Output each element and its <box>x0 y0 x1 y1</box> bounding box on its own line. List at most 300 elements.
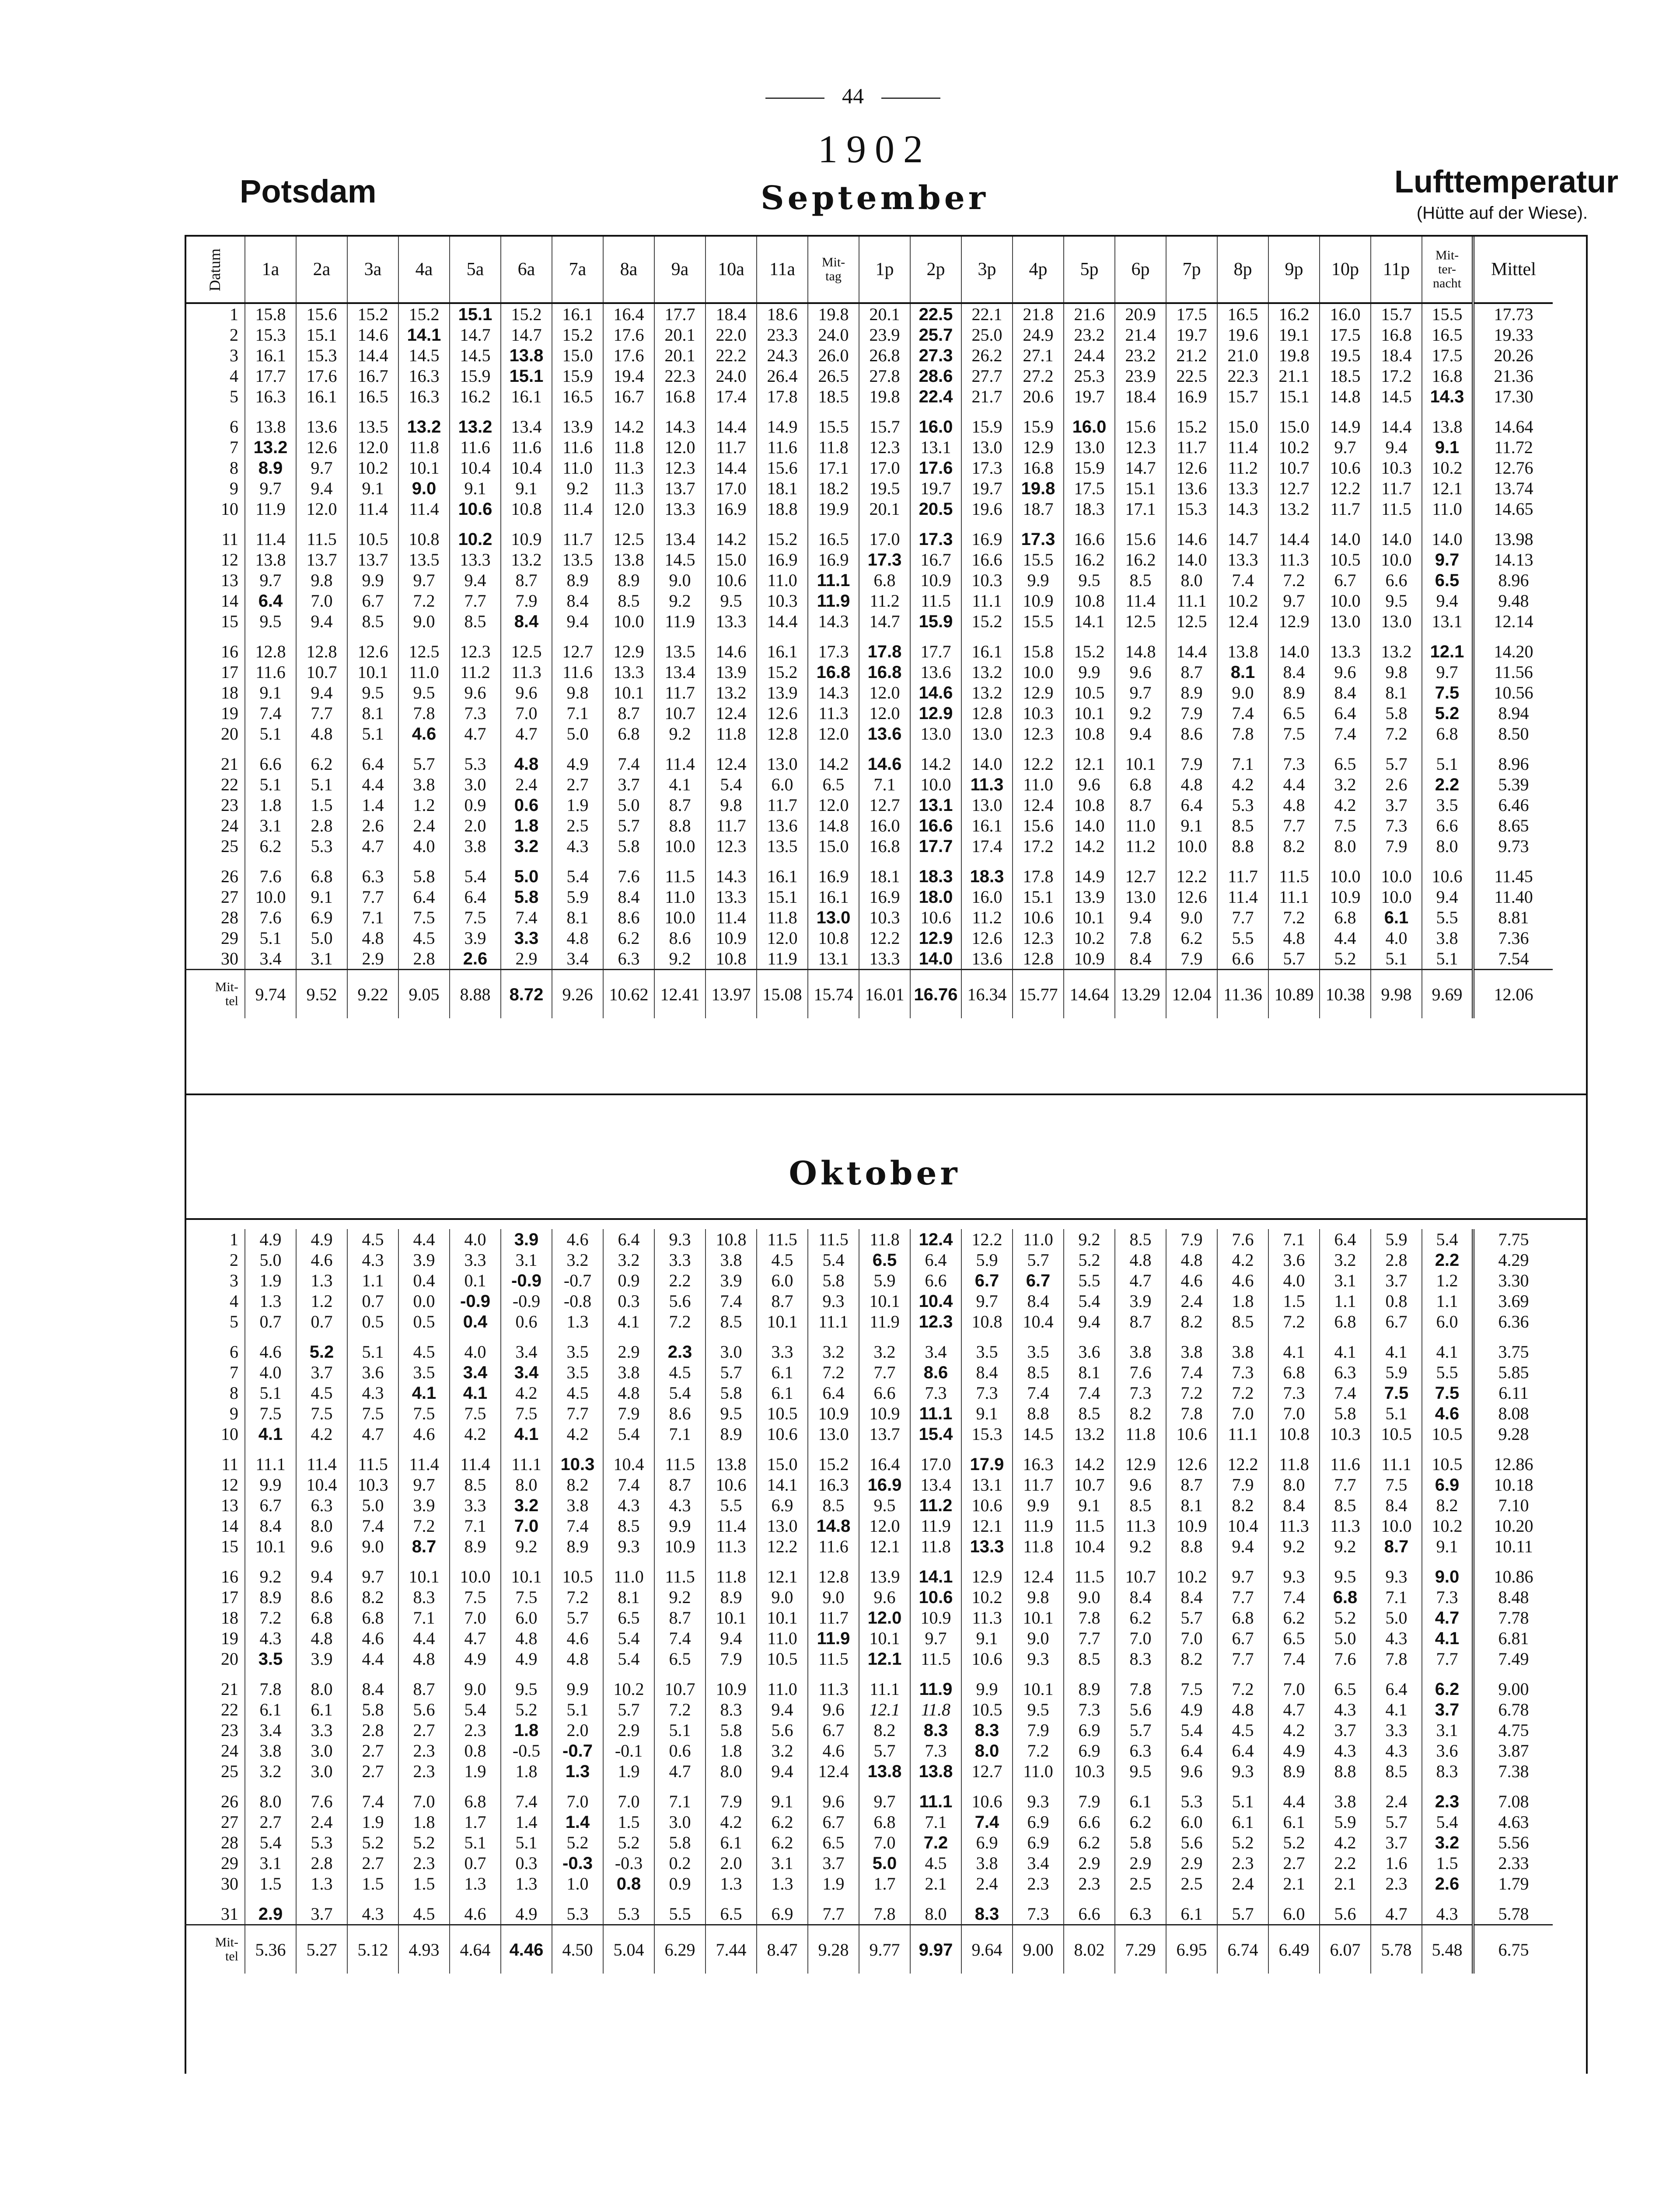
table-row <box>185 590 1553 611</box>
header-hour: 4a <box>398 237 450 303</box>
hourly-value: 1.4 <box>552 1812 603 1832</box>
daily-mean: 14.65 <box>1473 499 1553 519</box>
hourly-value: 4.4 <box>1320 928 1371 948</box>
hourly-value: 10.3 <box>1013 703 1064 723</box>
hourly-value: 1.3 <box>450 1873 501 1894</box>
hourly-value: 0.9 <box>450 795 501 815</box>
header-hour: 8a <box>603 237 654 303</box>
day-number: 16 <box>221 1567 238 1586</box>
hourly-value: 5.9 <box>961 1250 1013 1270</box>
hourly-value: 2.3 <box>398 1761 450 1782</box>
hourly-value: 7.7 <box>450 590 501 611</box>
day-number: 24 <box>221 816 238 835</box>
hourly-value: 8.5 <box>1217 1311 1268 1332</box>
day-number: 2 <box>230 1250 238 1270</box>
hourly-value: 19.8 <box>1268 345 1320 366</box>
hourly-value: 13.2 <box>961 682 1013 703</box>
hourly-value: 3.1 <box>1320 1270 1371 1291</box>
hourly-value: 12.9 <box>910 703 961 723</box>
hourly-value: 6.7 <box>808 1720 859 1740</box>
hourly-value: 9.8 <box>296 570 347 590</box>
daily-mean: 3.30 <box>1473 1270 1553 1291</box>
daily-mean: 10.18 <box>1473 1474 1553 1495</box>
hourly-value: 24.4 <box>1064 345 1115 366</box>
hourly-value: 16.9 <box>1166 386 1217 407</box>
hourly-value: 2.4 <box>501 774 552 795</box>
hourly-value: 6.8 <box>1115 774 1166 795</box>
hourly-value: 1.7 <box>450 1812 501 1832</box>
hourly-value: 3.3 <box>1371 1720 1422 1740</box>
hourly-value: 4.1 <box>398 1383 450 1403</box>
hourly-value: 9.6 <box>1115 1474 1166 1495</box>
hourly-value: 6.4 <box>245 590 296 611</box>
hourly-value: 7.2 <box>245 1607 296 1628</box>
hourly-value: 10.5 <box>757 1403 808 1424</box>
hourly-value: 10.1 <box>1064 907 1115 928</box>
hourly-value: 2.7 <box>347 1853 398 1873</box>
table-row <box>185 458 1553 478</box>
hourly-value: 5.2 <box>1320 948 1371 970</box>
hourly-value: 10.2 <box>1166 1566 1217 1587</box>
hourly-value: 7.1 <box>654 1791 706 1812</box>
table-row <box>185 723 1553 744</box>
hourly-value: 7.4 <box>552 1516 603 1536</box>
hourly-value: 13.2 <box>1268 499 1320 519</box>
hourly-value: 17.0 <box>859 458 910 478</box>
table-row <box>185 1679 1553 1699</box>
hourly-value: 8.4 <box>1320 682 1371 703</box>
hourly-value: 11.9 <box>910 1516 961 1536</box>
hourly-value: 5.7 <box>1166 1607 1217 1628</box>
hourly-value: 11.3 <box>603 458 654 478</box>
hourly-value: 6.3 <box>296 1495 347 1516</box>
hourly-value: 0.7 <box>347 1291 398 1311</box>
hourly-value: 17.0 <box>706 478 757 499</box>
hourly-mean: 9.97 <box>910 1925 961 1974</box>
hourly-value: 14.7 <box>859 611 910 632</box>
daily-mean: 5.56 <box>1473 1832 1553 1853</box>
hourly-value: 9.7 <box>1217 1566 1268 1587</box>
hourly-value: 14.2 <box>706 529 757 549</box>
hourly-value: 6.9 <box>757 1904 808 1925</box>
hourly-value: 7.3 <box>910 1740 961 1761</box>
hourly-value: 10.5 <box>1422 1454 1473 1474</box>
hourly-value: 5.6 <box>1166 1832 1217 1853</box>
hourly-value: 3.6 <box>1422 1740 1473 1761</box>
hourly-value: 16.1 <box>961 815 1013 836</box>
daily-mean: 5.78 <box>1473 1904 1553 1925</box>
hourly-value: 1.2 <box>296 1291 347 1311</box>
hourly-value: 3.5 <box>552 1362 603 1383</box>
hourly-value: 12.8 <box>808 1566 859 1587</box>
hourly-value: 12.4 <box>706 703 757 723</box>
hourly-value: 4.9 <box>245 1229 296 1250</box>
hourly-value: 3.7 <box>1320 1720 1371 1740</box>
hourly-value: 3.9 <box>706 1270 757 1291</box>
hourly-value: 27.3 <box>910 345 961 366</box>
hourly-value: 11.8 <box>859 1229 910 1250</box>
hourly-value: 12.6 <box>1166 458 1217 478</box>
table-row <box>185 754 1553 774</box>
hourly-value: 3.4 <box>501 1342 552 1362</box>
hourly-value: 6.0 <box>757 1270 808 1291</box>
hourly-value: 8.3 <box>961 1904 1013 1925</box>
hourly-value: 7.5 <box>1371 1383 1422 1403</box>
hourly-value: 7.7 <box>1217 1587 1268 1607</box>
hourly-value: 5.3 <box>603 1904 654 1925</box>
hourly-value: 3.1 <box>1422 1720 1473 1740</box>
hourly-value: 8.3 <box>1422 1761 1473 1782</box>
hourly-value: 11.7 <box>654 682 706 703</box>
hourly-value: 2.4 <box>1166 1291 1217 1311</box>
hourly-value: 10.9 <box>808 1403 859 1424</box>
daily-mean: 10.20 <box>1473 1516 1553 1536</box>
hourly-value: 5.4 <box>603 1649 654 1669</box>
hourly-value: 3.8 <box>1166 1342 1217 1362</box>
hourly-value: 7.5 <box>398 1403 450 1424</box>
hourly-value: 3.1 <box>296 948 347 970</box>
hourly-value: 7.5 <box>245 1403 296 1424</box>
hourly-value: 5.7 <box>1013 1250 1064 1270</box>
day-number: 28 <box>221 908 238 927</box>
hourly-value: 12.1 <box>859 1649 910 1669</box>
hourly-value: 2.6 <box>1371 774 1422 795</box>
hourly-value: 11.1 <box>1217 1424 1268 1444</box>
hourly-value: 7.8 <box>1064 1607 1115 1628</box>
hourly-value: 5.8 <box>398 866 450 887</box>
day-number: 24 <box>221 1741 238 1761</box>
daily-mean: 7.36 <box>1473 928 1553 948</box>
hourly-value: 2.2 <box>1422 1250 1473 1270</box>
daily-mean: 17.30 <box>1473 386 1553 407</box>
hourly-value: 17.8 <box>859 641 910 662</box>
hourly-value: 4.7 <box>347 836 398 856</box>
hourly-mean: 16.34 <box>961 970 1013 1019</box>
hourly-value: 7.8 <box>398 703 450 723</box>
day-number: 27 <box>221 1812 238 1832</box>
hourly-value: 3.5 <box>552 1342 603 1362</box>
hourly-value: 17.1 <box>1115 499 1166 519</box>
hourly-value: 7.5 <box>347 1403 398 1424</box>
hourly-value: 16.8 <box>1422 366 1473 386</box>
hourly-value: 15.3 <box>961 1424 1013 1444</box>
hourly-value: 6.2 <box>1166 928 1217 948</box>
hourly-value: 15.1 <box>757 887 808 907</box>
hourly-value: 14.5 <box>450 345 501 366</box>
daily-mean: 9.28 <box>1473 1424 1553 1444</box>
hourly-value: 4.9 <box>1166 1699 1217 1720</box>
day-number: 12 <box>221 1475 238 1495</box>
hourly-value: 7.2 <box>910 1832 961 1853</box>
hourly-value: 4.1 <box>450 1383 501 1403</box>
day-number: 6 <box>230 417 238 437</box>
hourly-value: 5.2 <box>1217 1832 1268 1853</box>
hourly-value: 2.7 <box>1268 1853 1320 1873</box>
hourly-value: 12.3 <box>450 641 501 662</box>
hourly-value: 7.4 <box>1268 1587 1320 1607</box>
parameter-note: (Hütte auf der Wiese). <box>1416 203 1588 223</box>
hourly-value: 15.7 <box>1371 304 1422 325</box>
hourly-value: 5.6 <box>1115 1699 1166 1720</box>
hourly-value: 2.9 <box>245 1904 296 1925</box>
hourly-value: 6.0 <box>1268 1904 1320 1925</box>
hourly-value: 7.3 <box>1268 754 1320 774</box>
hourly-value: 17.3 <box>961 458 1013 478</box>
hourly-value: 16.1 <box>501 386 552 407</box>
table-row <box>185 325 1553 345</box>
hourly-value: 5.3 <box>450 754 501 774</box>
hourly-mean: 14.64 <box>1064 970 1115 1019</box>
hourly-value: 9.0 <box>450 1679 501 1699</box>
hourly-value: 11.9 <box>808 1628 859 1649</box>
hourly-value: 15.0 <box>1268 416 1320 437</box>
hourly-value: 5.0 <box>296 928 347 948</box>
hourly-value: 8.0 <box>910 1904 961 1925</box>
hourly-value: 9.7 <box>398 1474 450 1495</box>
hourly-value: 7.1 <box>910 1812 961 1832</box>
hourly-value: 13.8 <box>1217 641 1268 662</box>
hourly-value: 5.6 <box>398 1699 450 1720</box>
day-number: 28 <box>221 1833 238 1852</box>
hourly-value: 3.7 <box>1371 1270 1422 1291</box>
day-number: 10 <box>221 1424 238 1444</box>
hourly-value: 10.3 <box>1320 1424 1371 1444</box>
hourly-value: 4.3 <box>245 1628 296 1649</box>
hourly-value: 11.1 <box>501 1454 552 1474</box>
header-hour: 7a <box>552 237 603 303</box>
hourly-mean: 13.97 <box>706 970 757 1019</box>
hourly-value: 7.7 <box>1320 1474 1371 1495</box>
hourly-value: 1.5 <box>398 1873 450 1894</box>
hourly-value: 12.3 <box>1115 437 1166 458</box>
hourly-value: 13.7 <box>296 549 347 570</box>
hourly-value: 5.3 <box>1217 795 1268 815</box>
hourly-value: 6.3 <box>347 866 398 887</box>
hourly-value: 9.2 <box>552 478 603 499</box>
hourly-value: 10.0 <box>1320 866 1371 887</box>
hourly-value: -0.8 <box>552 1291 603 1311</box>
hourly-value: 11.9 <box>808 590 859 611</box>
hourly-value: 3.8 <box>1217 1342 1268 1362</box>
hourly-value: 10.2 <box>347 458 398 478</box>
hourly-value: 14.0 <box>1422 529 1473 549</box>
hourly-value: 6.8 <box>603 723 654 744</box>
hourly-value: 4.0 <box>1268 1270 1320 1291</box>
day-number: 19 <box>221 1628 238 1648</box>
daily-mean: 3.87 <box>1473 1740 1553 1761</box>
hourly-value: 14.9 <box>1064 866 1115 887</box>
hourly-value: 10.9 <box>859 1403 910 1424</box>
hourly-value: 26.8 <box>859 345 910 366</box>
hourly-value: 16.3 <box>245 386 296 407</box>
hourly-value: 4.4 <box>1268 774 1320 795</box>
hourly-value: 8.0 <box>501 1474 552 1495</box>
hourly-value: 11.9 <box>910 1679 961 1699</box>
hourly-value: 11.3 <box>1320 1516 1371 1536</box>
hourly-value: 5.1 <box>347 1342 398 1362</box>
day-number: 11 <box>221 1454 238 1474</box>
mittel-label: Mit- tel <box>185 1925 245 1974</box>
hourly-value: 11.8 <box>910 1536 961 1557</box>
hourly-value: 5.3 <box>1166 1791 1217 1812</box>
hourly-value: 17.3 <box>910 529 961 549</box>
hourly-value: 18.7 <box>1013 499 1064 519</box>
hourly-value: 10.3 <box>1371 458 1422 478</box>
hourly-value: 1.8 <box>245 795 296 815</box>
hourly-value: 9.0 <box>1064 1587 1115 1607</box>
hourly-value: 13.2 <box>706 682 757 703</box>
hourly-value: 4.6 <box>398 723 450 744</box>
day-number: 13 <box>221 570 238 590</box>
hourly-value: 19.7 <box>1166 325 1217 345</box>
hourly-value: 7.1 <box>347 907 398 928</box>
table-row <box>185 1607 1553 1628</box>
hourly-value: 5.4 <box>1422 1229 1473 1250</box>
table-row <box>185 682 1553 703</box>
hourly-value: 2.9 <box>501 948 552 970</box>
hourly-value: 7.0 <box>296 590 347 611</box>
hourly-value: 16.5 <box>808 529 859 549</box>
hourly-value: 11.8 <box>1268 1454 1320 1474</box>
day-number: 15 <box>221 611 238 631</box>
hourly-value: 6.2 <box>1422 1679 1473 1699</box>
hourly-value: 7.8 <box>1115 1679 1166 1699</box>
hourly-value: 13.4 <box>910 1474 961 1495</box>
hourly-value: 11.5 <box>654 1454 706 1474</box>
hourly-value: 11.5 <box>1064 1516 1115 1536</box>
hourly-value: 21.6 <box>1064 304 1115 325</box>
hourly-value: 6.2 <box>603 928 654 948</box>
hourly-value: 9.1 <box>245 682 296 703</box>
header-hour: 9a <box>654 237 706 303</box>
parameter-title: Lufttemperatur <box>1394 164 1618 199</box>
hourly-value: 7.2 <box>1268 907 1320 928</box>
hourly-value: 6.4 <box>347 754 398 774</box>
hourly-value: 17.3 <box>859 549 910 570</box>
mittel-row <box>185 1925 1553 1974</box>
hourly-value: 2.4 <box>961 1873 1013 1894</box>
hourly-value: 17.9 <box>961 1454 1013 1474</box>
hourly-value: 9.6 <box>808 1791 859 1812</box>
hourly-value: 9.6 <box>501 682 552 703</box>
hourly-value: 6.1 <box>1371 907 1422 928</box>
hourly-value: 2.2 <box>1320 1853 1371 1873</box>
hourly-value: 13.3 <box>1217 549 1268 570</box>
hourly-value: 7.1 <box>1371 1587 1422 1607</box>
hourly-value: 11.0 <box>757 1679 808 1699</box>
hourly-value: 8.8 <box>1013 1403 1064 1424</box>
hourly-value: 5.1 <box>1371 948 1422 970</box>
hourly-value: 9.7 <box>347 1566 398 1587</box>
hourly-value: 13.1 <box>1422 611 1473 632</box>
hourly-mean: 10.38 <box>1320 970 1371 1019</box>
hourly-value: 27.1 <box>1013 345 1064 366</box>
hourly-mean: 6.07 <box>1320 1925 1371 1974</box>
hourly-value: 9.5 <box>706 1403 757 1424</box>
day-number: 14 <box>221 1516 238 1536</box>
hourly-value: 6.3 <box>603 948 654 970</box>
hourly-value: 23.3 <box>757 325 808 345</box>
hourly-value: 6.0 <box>1166 1812 1217 1832</box>
hourly-value: 9.1 <box>296 887 347 907</box>
hourly-value: 9.3 <box>1268 1566 1320 1587</box>
hourly-value: 3.3 <box>450 1250 501 1270</box>
hourly-value: 8.4 <box>1268 662 1320 682</box>
hourly-value: 2.5 <box>552 815 603 836</box>
hourly-value: 19.7 <box>1064 386 1115 407</box>
table-row <box>185 437 1553 458</box>
day-number: 5 <box>230 387 238 406</box>
section-divider <box>185 1094 1588 1095</box>
hourly-value: 8.2 <box>1422 1495 1473 1516</box>
hourly-value: 4.2 <box>296 1424 347 1444</box>
hourly-value: 4.9 <box>1268 1740 1320 1761</box>
hourly-value: 9.6 <box>1166 1761 1217 1782</box>
hourly-value: 4.9 <box>450 1649 501 1669</box>
hourly-value: 15.2 <box>347 304 398 325</box>
hourly-value: 4.7 <box>1115 1270 1166 1291</box>
hourly-value: 8.4 <box>1166 1587 1217 1607</box>
hourly-value: 5.2 <box>398 1832 450 1853</box>
hourly-value: 4.2 <box>1320 1832 1371 1853</box>
hourly-value: 2.5 <box>1166 1873 1217 1894</box>
hourly-value: 11.0 <box>1013 774 1064 795</box>
hourly-value: 5.0 <box>347 1495 398 1516</box>
hourly-value: 7.4 <box>347 1516 398 1536</box>
hourly-value: 12.4 <box>1013 795 1064 815</box>
hourly-value: 6.2 <box>1115 1607 1166 1628</box>
hourly-value: 8.6 <box>910 1362 961 1383</box>
hourly-value: 4.6 <box>398 1424 450 1444</box>
hourly-value: 16.4 <box>859 1454 910 1474</box>
hourly-value: 10.0 <box>1320 590 1371 611</box>
hourly-value: 15.9 <box>961 416 1013 437</box>
hourly-value: 6.6 <box>1422 815 1473 836</box>
hourly-value: 2.3 <box>654 1342 706 1362</box>
hourly-value: 3.7 <box>296 1904 347 1925</box>
hourly-value: 7.6 <box>1320 1649 1371 1669</box>
hourly-value: 2.1 <box>1320 1873 1371 1894</box>
hourly-value: 0.8 <box>603 1873 654 1894</box>
hourly-mean: 8.88 <box>450 970 501 1019</box>
hourly-value: 8.4 <box>347 1679 398 1699</box>
hourly-mean: 16.01 <box>859 970 910 1019</box>
hourly-value: 14.3 <box>706 866 757 887</box>
hourly-value: 17.3 <box>1013 529 1064 549</box>
hourly-value: 10.0 <box>910 774 961 795</box>
hourly-value: 5.2 <box>1422 703 1473 723</box>
hourly-value: 16.0 <box>859 815 910 836</box>
hourly-value: 4.9 <box>552 754 603 774</box>
hourly-value: 1.7 <box>859 1873 910 1894</box>
day-number: 21 <box>221 754 238 774</box>
table-row <box>185 866 1553 887</box>
hourly-value: 3.1 <box>245 1853 296 1873</box>
hourly-value: 11.4 <box>654 754 706 774</box>
hourly-value: 5.4 <box>654 1383 706 1403</box>
daily-mean: 14.64 <box>1473 416 1553 437</box>
hourly-value: 8.4 <box>1371 1495 1422 1516</box>
hourly-value: 9.9 <box>1013 570 1064 590</box>
hourly-value: 12.0 <box>808 795 859 815</box>
hourly-value: 5.8 <box>808 1270 859 1291</box>
hourly-value: 12.9 <box>1013 682 1064 703</box>
hourly-value: 6.7 <box>1013 1270 1064 1291</box>
hourly-value: 4.1 <box>1422 1342 1473 1362</box>
hourly-value: 7.5 <box>1268 723 1320 744</box>
hourly-value: 13.2 <box>450 416 501 437</box>
hourly-value: 3.8 <box>245 1740 296 1761</box>
